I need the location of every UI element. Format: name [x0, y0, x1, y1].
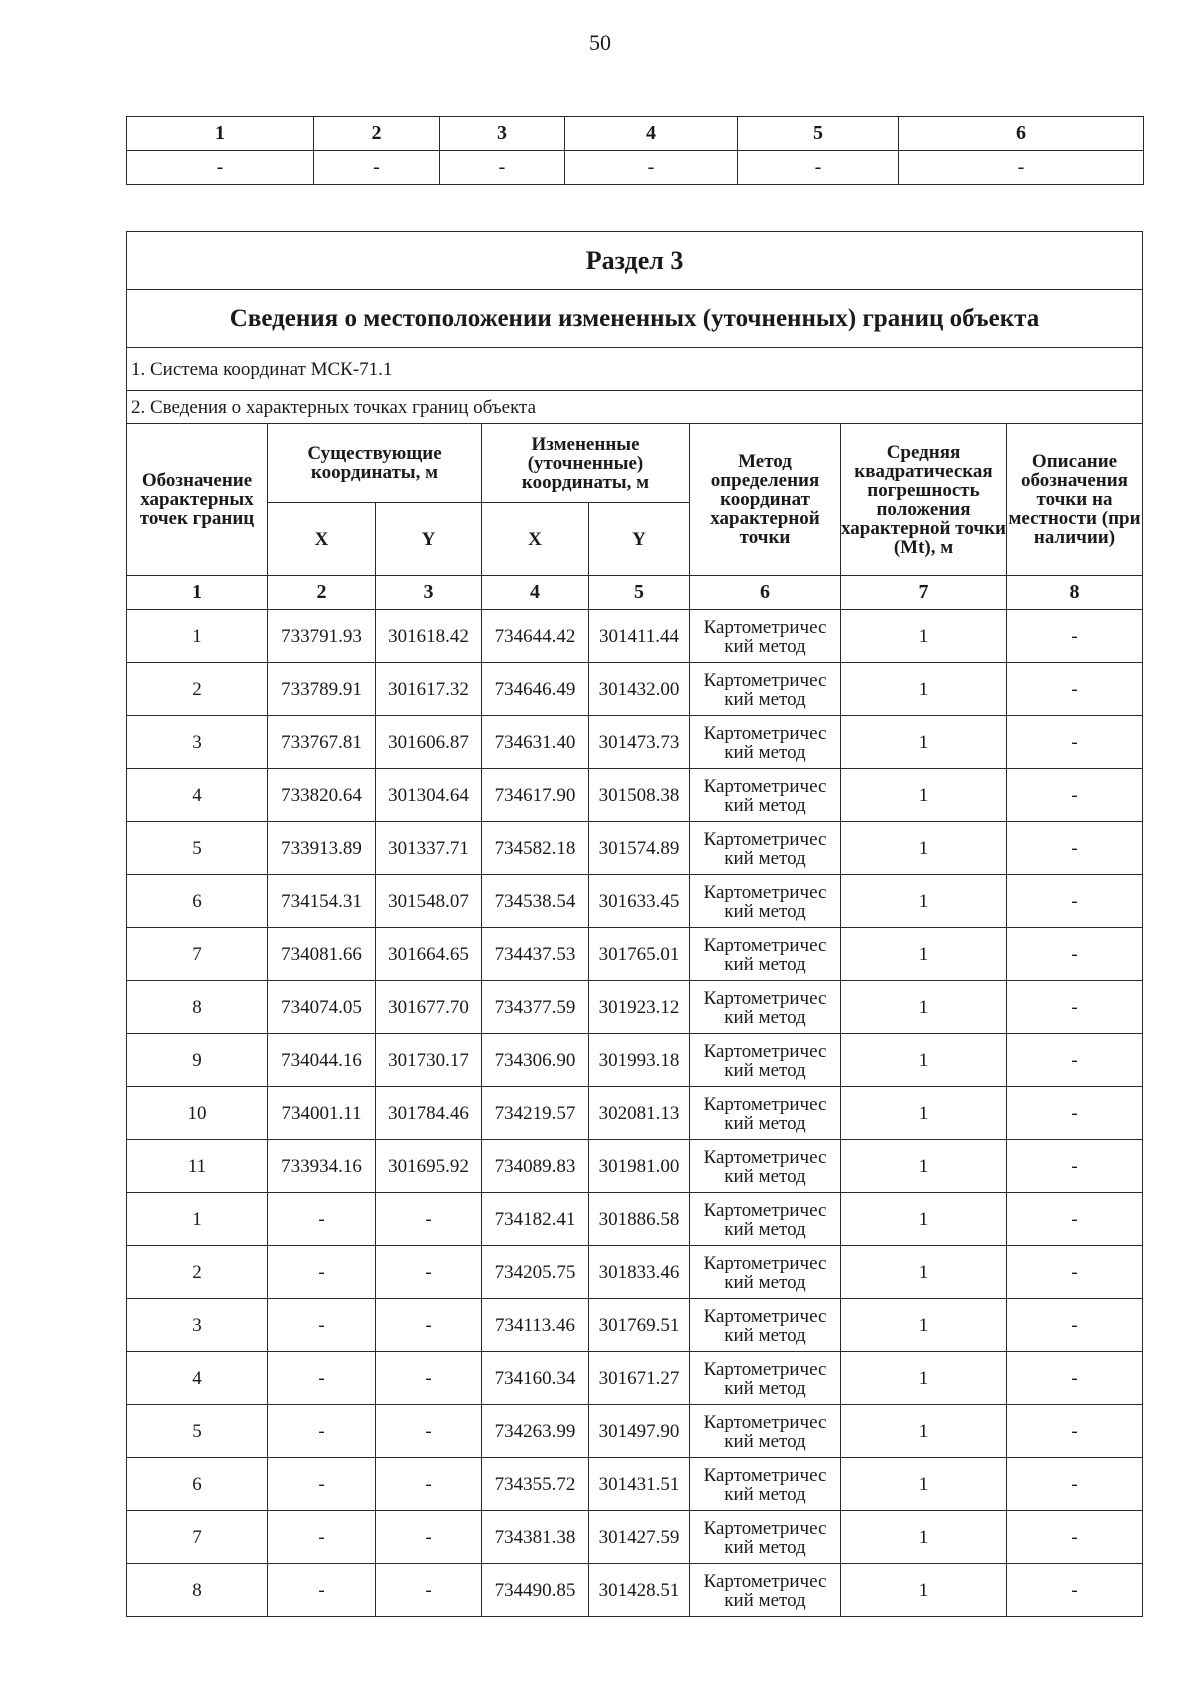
- table-row: [127, 1034, 1143, 1087]
- method-text-line1: Картометричес: [703, 1465, 827, 1486]
- point-number: 7: [127, 1511, 268, 1564]
- continuation-cell: -: [314, 151, 440, 185]
- column-number: 6: [690, 576, 841, 610]
- existing-coords-header: Существующие координаты, м: [268, 424, 482, 503]
- changed-x: 734205.75: [482, 1246, 589, 1299]
- continuation-col-header: 3: [440, 117, 565, 151]
- changed-y: 301497.90: [589, 1405, 690, 1458]
- changed-x: 734089.83: [482, 1140, 589, 1193]
- existing-x: -: [268, 1193, 376, 1246]
- accuracy-value: 1: [841, 663, 1007, 716]
- changed-y: 301833.46: [589, 1246, 690, 1299]
- existing-y: 301730.17: [376, 1034, 482, 1087]
- description-value: -: [1007, 1246, 1143, 1299]
- method-text-line2: кий метод: [724, 1007, 806, 1028]
- method-text-line2: кий метод: [724, 1166, 806, 1187]
- method-cell: [690, 1087, 841, 1140]
- description-value: -: [1007, 1299, 1143, 1352]
- changed-y: 301508.38: [589, 769, 690, 822]
- table-row: [127, 928, 1143, 981]
- method-text-line2: кий метод: [724, 1537, 806, 1558]
- existing-y: 301784.46: [376, 1087, 482, 1140]
- table-row: [127, 822, 1143, 875]
- method-text-line1: Картометричес: [703, 829, 827, 850]
- method-text-line1: Картометричес: [703, 1094, 827, 1115]
- continuation-cell: -: [440, 151, 565, 185]
- existing-x: 733934.16: [268, 1140, 376, 1193]
- method-cell: [690, 716, 841, 769]
- existing-y: -: [376, 1511, 482, 1564]
- method-text-line1: Картометричес: [703, 935, 827, 956]
- changed-x: 734306.90: [482, 1034, 589, 1087]
- existing-y: 301606.87: [376, 716, 482, 769]
- description-value: -: [1007, 610, 1143, 663]
- changed-coords-header: Измененные (уточненные) координаты, м: [482, 424, 690, 503]
- accuracy-value: 1: [841, 1299, 1007, 1352]
- existing-y: -: [376, 1564, 482, 1617]
- table-row: [127, 1299, 1143, 1352]
- method-text-line2: кий метод: [724, 848, 806, 869]
- description-value: -: [1007, 822, 1143, 875]
- method-cell: [690, 1458, 841, 1511]
- changed-x: 734437.53: [482, 928, 589, 981]
- point-number: 6: [127, 1458, 268, 1511]
- section-subtitle-row: [127, 290, 1143, 348]
- changed-x: 734490.85: [482, 1564, 589, 1617]
- description-value: -: [1007, 1193, 1143, 1246]
- existing-x: 734154.31: [268, 875, 376, 928]
- method-cell: [690, 1299, 841, 1352]
- changed-x: 734160.34: [482, 1352, 589, 1405]
- existing-x: 733791.93: [268, 610, 376, 663]
- description-value: -: [1007, 1405, 1143, 1458]
- method-text-line1: Картометричес: [703, 723, 827, 744]
- changed-y: 301633.45: [589, 875, 690, 928]
- column-number-row: [127, 576, 1143, 610]
- description-value: -: [1007, 875, 1143, 928]
- accuracy-value: 1: [841, 1246, 1007, 1299]
- method-text-line2: кий метод: [724, 901, 806, 922]
- point-number: 8: [127, 1564, 268, 1617]
- existing-y: -: [376, 1405, 482, 1458]
- changed-y: 301981.00: [589, 1140, 690, 1193]
- section-title-row: [127, 232, 1143, 290]
- changed-y: 301432.00: [589, 663, 690, 716]
- points-info-text: 2. Сведения о характерных точках границ объекта: [127, 391, 1143, 424]
- point-number: 5: [127, 1405, 268, 1458]
- method-text-line1: Картометричес: [703, 1359, 827, 1380]
- accuracy-value: 1: [841, 822, 1007, 875]
- section-subtitle: Сведения о местоположении измененных (уточненных) границ объекта: [127, 290, 1143, 348]
- accuracy-value: 1: [841, 1405, 1007, 1458]
- table-row: [127, 769, 1143, 822]
- existing-y: 301337.71: [376, 822, 482, 875]
- point-number: 3: [127, 1299, 268, 1352]
- point-number: 10: [127, 1087, 268, 1140]
- method-cell: [690, 1564, 841, 1617]
- accuracy-value: 1: [841, 769, 1007, 822]
- accuracy-value: 1: [841, 716, 1007, 769]
- continuation-cell: -: [565, 151, 738, 185]
- method-cell: [690, 928, 841, 981]
- point-number: 9: [127, 1034, 268, 1087]
- existing-x: -: [268, 1405, 376, 1458]
- method-text-line2: кий метод: [724, 1325, 806, 1346]
- method-cell: [690, 981, 841, 1034]
- table-row: [127, 716, 1143, 769]
- existing-x: 734001.11: [268, 1087, 376, 1140]
- description-value: -: [1007, 1458, 1143, 1511]
- existing-x: 734081.66: [268, 928, 376, 981]
- point-number: 2: [127, 1246, 268, 1299]
- column-number: 2: [268, 576, 376, 610]
- existing-x: 733767.81: [268, 716, 376, 769]
- page-number: 50: [589, 30, 611, 55]
- continuation-table: [126, 116, 1144, 185]
- continuation-col-header: 5: [738, 117, 899, 151]
- table-row: [127, 981, 1143, 1034]
- coord-system-text: 1. Система координат МСК-71.1: [127, 348, 1143, 391]
- method-text-line1: Картометричес: [703, 1518, 827, 1539]
- table-row: [127, 1193, 1143, 1246]
- existing-x-header: X: [268, 503, 376, 576]
- point-number: 2: [127, 663, 268, 716]
- description-value: -: [1007, 1511, 1143, 1564]
- continuation-header-row: [127, 117, 1144, 151]
- description-value: -: [1007, 716, 1143, 769]
- description-value: -: [1007, 663, 1143, 716]
- accuracy-value: 1: [841, 928, 1007, 981]
- existing-y: -: [376, 1299, 482, 1352]
- table-row: [127, 875, 1143, 928]
- coord-system-row: [127, 348, 1143, 391]
- existing-y: 301548.07: [376, 875, 482, 928]
- method-text-line2: кий метод: [724, 689, 806, 710]
- existing-y: -: [376, 1352, 482, 1405]
- method-text-line2: кий метод: [724, 1378, 806, 1399]
- point-number: 4: [127, 769, 268, 822]
- continuation-col-header: 4: [565, 117, 738, 151]
- existing-y: 301677.70: [376, 981, 482, 1034]
- changed-x: 734355.72: [482, 1458, 589, 1511]
- changed-x: 734644.42: [482, 610, 589, 663]
- method-text-line2: кий метод: [724, 1484, 806, 1505]
- method-text-line1: Картометричес: [703, 1253, 827, 1274]
- changed-y: 301886.58: [589, 1193, 690, 1246]
- changed-x: 734377.59: [482, 981, 589, 1034]
- method-cell: [690, 769, 841, 822]
- changed-x: 734646.49: [482, 663, 589, 716]
- existing-x: 733820.64: [268, 769, 376, 822]
- changed-x-header: X: [482, 503, 589, 576]
- accuracy-value: 1: [841, 1352, 1007, 1405]
- existing-x: 734044.16: [268, 1034, 376, 1087]
- method-text-line2: кий метод: [724, 1431, 806, 1452]
- existing-y: 301617.32: [376, 663, 482, 716]
- description-value: -: [1007, 1087, 1143, 1140]
- description-value: -: [1007, 981, 1143, 1034]
- existing-x: -: [268, 1299, 376, 1352]
- changed-x: 734263.99: [482, 1405, 589, 1458]
- method-cell: [690, 1246, 841, 1299]
- method-cell: [690, 1511, 841, 1564]
- table-row: [127, 663, 1143, 716]
- description-header: Описание обозначения точки на местности (при наличии): [1007, 424, 1143, 576]
- method-text-line2: кий метод: [724, 795, 806, 816]
- existing-y: -: [376, 1193, 482, 1246]
- method-cell: [690, 822, 841, 875]
- changed-x: 734617.90: [482, 769, 589, 822]
- table-row: [127, 1352, 1143, 1405]
- table-row: [127, 610, 1143, 663]
- changed-y: 301769.51: [589, 1299, 690, 1352]
- column-number: 1: [127, 576, 268, 610]
- point-number: 3: [127, 716, 268, 769]
- description-value: -: [1007, 1352, 1143, 1405]
- continuation-data-row: [127, 151, 1144, 185]
- changed-y: 301411.44: [589, 610, 690, 663]
- continuation-cell: -: [899, 151, 1144, 185]
- point-number: 11: [127, 1140, 268, 1193]
- existing-x: 733789.91: [268, 663, 376, 716]
- changed-x: 734538.54: [482, 875, 589, 928]
- method-text-line1: Картометричес: [703, 1200, 827, 1221]
- method-cell: [690, 1140, 841, 1193]
- table-row: [127, 1458, 1143, 1511]
- method-cell: [690, 1352, 841, 1405]
- description-value: -: [1007, 769, 1143, 822]
- boundary-points-table: [126, 231, 1143, 1617]
- existing-x: -: [268, 1246, 376, 1299]
- changed-y: 301473.73: [589, 716, 690, 769]
- description-value: -: [1007, 928, 1143, 981]
- changed-y: 301923.12: [589, 981, 690, 1034]
- accuracy-value: 1: [841, 981, 1007, 1034]
- changed-y: 301765.01: [589, 928, 690, 981]
- method-text-line1: Картометричес: [703, 1306, 827, 1327]
- method-text-line2: кий метод: [724, 1590, 806, 1611]
- continuation-cell: -: [738, 151, 899, 185]
- changed-y: 301993.18: [589, 1034, 690, 1087]
- points-info-row: [127, 391, 1143, 424]
- description-value: -: [1007, 1140, 1143, 1193]
- changed-x: 734182.41: [482, 1193, 589, 1246]
- accuracy-header: Средняя квадратическая погрешность положения характерной точки (Mt), м: [841, 424, 1007, 576]
- method-text-line1: Картометричес: [703, 617, 827, 638]
- description-value: -: [1007, 1034, 1143, 1087]
- description-value: -: [1007, 1564, 1143, 1617]
- method-text-line1: Картометричес: [703, 776, 827, 797]
- existing-y: 301664.65: [376, 928, 482, 981]
- table-row: [127, 1405, 1143, 1458]
- changed-y: 301431.51: [589, 1458, 690, 1511]
- method-text-line1: Картометричес: [703, 1571, 827, 1592]
- method-text-line2: кий метод: [724, 1219, 806, 1240]
- point-number: 5: [127, 822, 268, 875]
- accuracy-value: 1: [841, 610, 1007, 663]
- accuracy-value: 1: [841, 1034, 1007, 1087]
- method-cell: [690, 610, 841, 663]
- accuracy-value: 1: [841, 1458, 1007, 1511]
- accuracy-value: 1: [841, 1087, 1007, 1140]
- existing-x: -: [268, 1352, 376, 1405]
- point-number: 4: [127, 1352, 268, 1405]
- section-title: Раздел 3: [127, 232, 1143, 290]
- existing-y: 301304.64: [376, 769, 482, 822]
- method-text-line2: кий метод: [724, 636, 806, 657]
- existing-y: 301618.42: [376, 610, 482, 663]
- table-row: [127, 1087, 1143, 1140]
- method-text-line1: Картометричес: [703, 1041, 827, 1062]
- point-number: 7: [127, 928, 268, 981]
- changed-y: 301427.59: [589, 1511, 690, 1564]
- changed-x: 734631.40: [482, 716, 589, 769]
- method-text-line2: кий метод: [724, 1272, 806, 1293]
- table-row: [127, 1140, 1143, 1193]
- continuation-col-header: 1: [127, 117, 314, 151]
- column-number: 5: [589, 576, 690, 610]
- method-text-line1: Картометричес: [703, 988, 827, 1009]
- changed-y: 302081.13: [589, 1087, 690, 1140]
- column-number: 4: [482, 576, 589, 610]
- existing-x: 734074.05: [268, 981, 376, 1034]
- changed-y: 301428.51: [589, 1564, 690, 1617]
- existing-x: -: [268, 1564, 376, 1617]
- column-number: 3: [376, 576, 482, 610]
- continuation-col-header: 2: [314, 117, 440, 151]
- continuation-cell: -: [127, 151, 314, 185]
- point-number: 6: [127, 875, 268, 928]
- accuracy-value: 1: [841, 1511, 1007, 1564]
- method-text-line1: Картометричес: [703, 1412, 827, 1433]
- changed-y: 301671.27: [589, 1352, 690, 1405]
- continuation-col-header: 6: [899, 117, 1144, 151]
- method-cell: [690, 1034, 841, 1087]
- accuracy-value: 1: [841, 1564, 1007, 1617]
- method-text-line2: кий метод: [724, 1113, 806, 1134]
- method-text-line2: кий метод: [724, 954, 806, 975]
- column-number: 8: [1007, 576, 1143, 610]
- method-header: Метод определения координат характерной точки: [690, 424, 841, 576]
- changed-y: 301574.89: [589, 822, 690, 875]
- designation-header: Обозначение характерных точек границ: [127, 424, 268, 576]
- changed-x: 734381.38: [482, 1511, 589, 1564]
- table-row: [127, 1564, 1143, 1617]
- method-text-line1: Картометричес: [703, 882, 827, 903]
- method-text-line2: кий метод: [724, 1060, 806, 1081]
- changed-x: 734219.57: [482, 1087, 589, 1140]
- point-number: 1: [127, 1193, 268, 1246]
- method-text-line1: Картометричес: [703, 670, 827, 691]
- existing-x: -: [268, 1511, 376, 1564]
- method-text-line2: кий метод: [724, 742, 806, 763]
- changed-y-header: Y: [589, 503, 690, 576]
- table-row: [127, 1246, 1143, 1299]
- existing-y-header: Y: [376, 503, 482, 576]
- column-header-row: [127, 424, 1143, 503]
- changed-x: 734582.18: [482, 822, 589, 875]
- point-number: 8: [127, 981, 268, 1034]
- point-number: 1: [127, 610, 268, 663]
- existing-y: -: [376, 1246, 482, 1299]
- method-cell: [690, 1405, 841, 1458]
- accuracy-value: 1: [841, 1140, 1007, 1193]
- table-row: [127, 1511, 1143, 1564]
- changed-x: 734113.46: [482, 1299, 589, 1352]
- accuracy-value: 1: [841, 875, 1007, 928]
- existing-x: 733913.89: [268, 822, 376, 875]
- existing-y: -: [376, 1458, 482, 1511]
- method-text-line1: Картометричес: [703, 1147, 827, 1168]
- existing-y: 301695.92: [376, 1140, 482, 1193]
- method-cell: [690, 875, 841, 928]
- method-cell: [690, 1193, 841, 1246]
- column-number: 7: [841, 576, 1007, 610]
- existing-x: -: [268, 1458, 376, 1511]
- method-cell: [690, 663, 841, 716]
- accuracy-value: 1: [841, 1193, 1007, 1246]
